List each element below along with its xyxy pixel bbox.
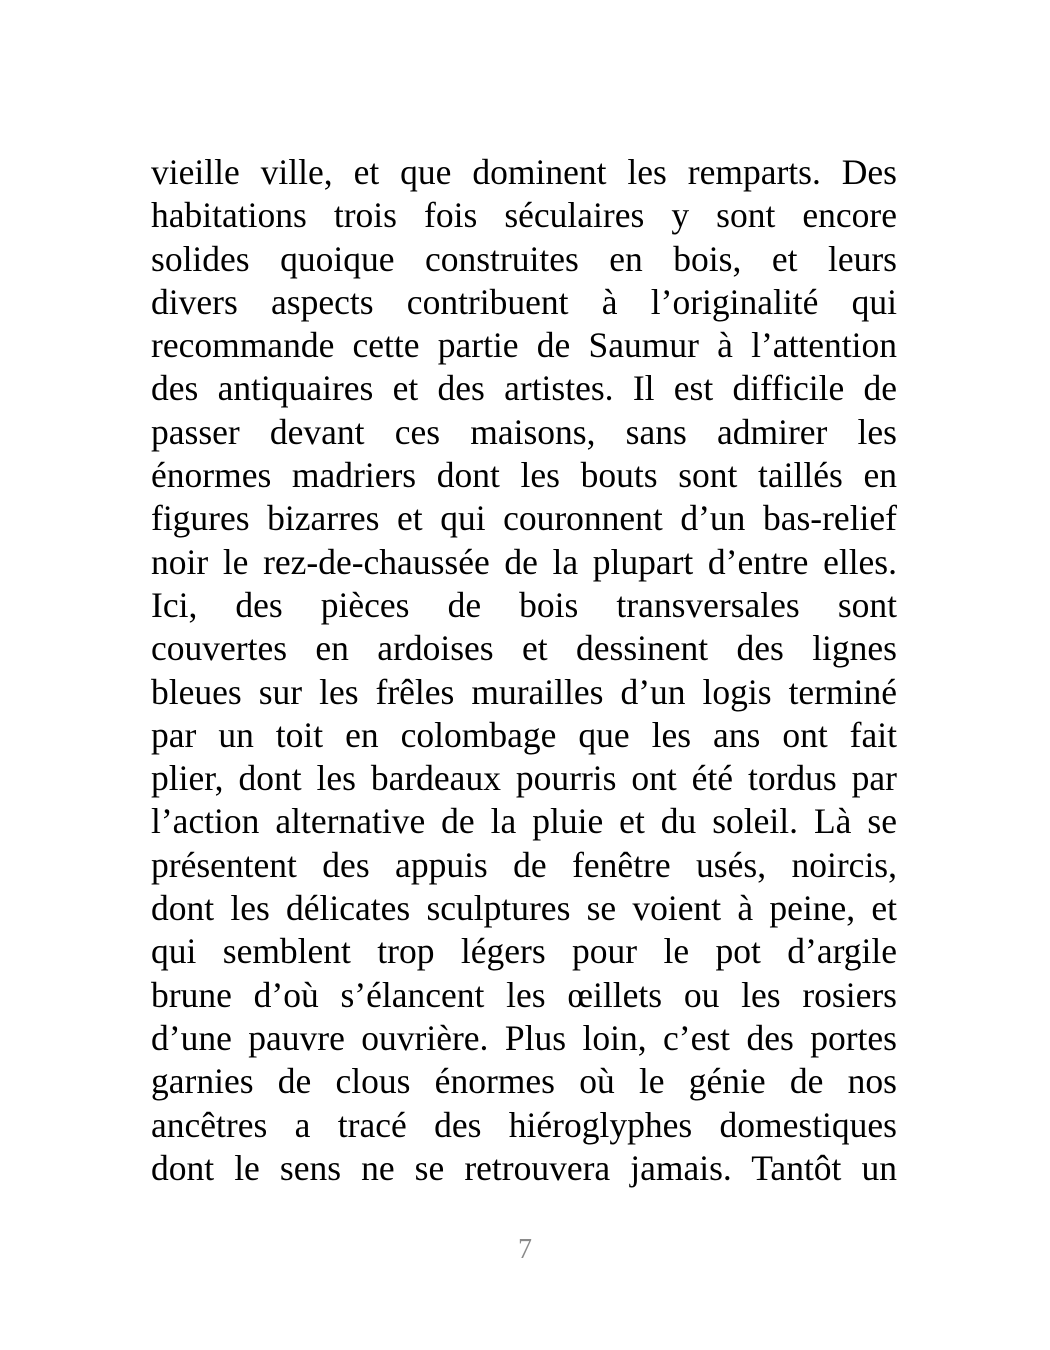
text-line: couvertes en ardoises et dessinent des lignes [151,628,897,669]
text-line: vieille ville, et que dominent les remparts. Des [151,152,897,192]
text-line: solides quoique construites en bois, et leurs [151,238,897,279]
text-line: ancêtres a tracé des hiéroglyphes domestiques [151,1104,897,1145]
text-line: plier, dont les bardeaux pourris ont été tordus par [151,758,897,799]
text-line: garnies de clous énormes où le génie de nos [151,1061,897,1102]
text-line: bleues sur les frêles murailles d’un logis terminé [151,671,897,712]
text-line: dont les délicates sculptures se voient à peine, et [151,888,897,929]
text-line: d’une pauvre ouvrière. Plus loin, c’est des portes [151,1017,897,1058]
text-line: recommande cette partie de Saumur à l’attention [151,325,897,366]
text-line: énormes madriers dont les bouts sont taillés en [151,455,897,496]
text-line: figures bizarres et qui couronnent d’un bas-relief [151,498,897,539]
text-line: divers aspects contribuent à l’originalité qui [151,281,897,322]
text-line: l’action alternative de la pluie et du soleil. Là se [151,801,897,842]
text-line: des antiquaires et des artistes. Il est difficile de [151,368,897,409]
text-line: noir le rez-de-chaussée de la plupart d’entre elles. [151,541,897,582]
text-line: passer devant ces maisons, sans admirer les [151,411,897,452]
text-line: qui semblent trop légers pour le pot d’argile [151,931,897,972]
text-line: habitations trois fois séculaires y sont encore [151,195,897,236]
text-line: par un toit en colombage que les ans ont fait [151,714,897,755]
body-text [151,151,897,1190]
text-line: dont le sens ne se retrouvera jamais. Tantôt un [151,1147,897,1188]
text-line: Ici, des pièces de bois transversales sont [151,584,897,625]
text-line: brune d’où s’élancent les œillets ou les rosiers [151,974,897,1015]
text-line: présentent des appuis de fenêtre usés, noircis, [151,844,897,885]
page-number: 7 [518,1234,532,1265]
